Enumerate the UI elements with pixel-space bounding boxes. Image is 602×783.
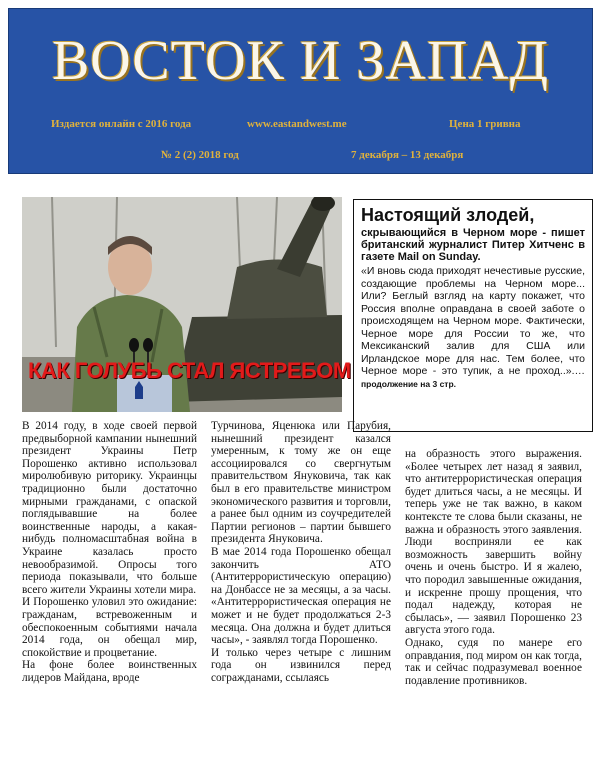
paragraph: В 2014 году, в ходе своей первой предвыборной кампании нынешний президент Украины Петр Порошенко активно использовал миролюбивую риторику. Украинцы традиционно были достаточно мирными гражданами, с опаской поглядывавшие на более воинственные народы, а какая-нибудь полномасштабная война в Украине казалась просто невообразимой. Опросы того периода показывали, что больше всего жители Украины хотели мира. <box>22 420 197 596</box>
article-column-3 <box>405 448 582 687</box>
newspaper-title: ВОСТОК И ЗАПАД <box>51 30 550 92</box>
sidebar-body-text: «И вновь сюда приходят нечестивые русские, создающие проблемы на Черном море... Или? Беглый взгляд на карту покажет, что Россия вполне оправдана в своей заботе о происходящем на Черном море. Фактически, Черное море для России то же, что Мексиканский залив для США или Ирландское море для нас. Тем более, что Черное море - это тупик, а не проход..».… <box>361 265 585 377</box>
paragraph: На фоне более воинственных лидеров Майдана, вроде <box>22 659 197 684</box>
continued-note[interactable]: продолжение на 3 стр. <box>361 378 457 389</box>
masthead <box>8 8 593 174</box>
published-since: Издается онлайн с 2016 года <box>51 118 192 130</box>
sidebar-body <box>361 265 585 390</box>
issue-dates: 7 декабря – 13 декабря <box>351 149 464 161</box>
issue-number: № 2 (2) 2018 год <box>161 149 239 161</box>
sidebar-subtitle: скрывающийся в Черном море - пишет британский журналист Питер Хитченс в газете Mail on Sunday. <box>361 227 585 263</box>
paragraph: Однако, судя по манере его оправдания, под миром он как тогда, так и сейчас подразумевал военное подавление противников. <box>405 636 582 687</box>
sidebar-article <box>353 199 593 432</box>
article-column-1 <box>22 420 197 684</box>
photo-headline: КАК ГОЛУБЬ СТАЛ ЯСТРЕБОМ <box>28 358 351 383</box>
paragraph: В мае 2014 года Порошенко обещал закончить АТО (Антитеррористическую операцию) на Донбассе не за месяцы, а за часы. «Антитеррористическая операция не может и не будет продолжаться 2-3 месяца. Она должна и будет длиться часы», - заявлял тогда Порошенко. <box>211 545 391 647</box>
website-link[interactable]: www.eastandwest.me <box>247 118 347 130</box>
paragraph: И только через четыре с лишним года он извинился перед согражданами, ссылаясь <box>211 646 391 684</box>
paragraph: Турчинова, Яценюка или Парубия, нынешний президент казался умеренным, к тому же он еще ассоциировался со свергнутым правительством Януковича, так как был в его правительстве министром экономического развития и торговли, а ранее был одним из соучредителей Партии регионов – партии бывшего президента Януковича. <box>211 420 391 546</box>
paragraph: на образность этого выражения. «Более четырех лет назад я заявил, что антитеррористическая операция будет длиться часы, а не месяцы. И теперь уже не так важно, в каком контексте те слова были сказаны, не важна и образность этого заявления. Люди восприняли ее как возможность завершить войну очень и очень быстро. И я жалею, что породил завышенные ожидания, и искренне прошу прощения, что подал надежду, которая не сбылась», — заявил Порошенко 23 августа этого года. <box>405 448 582 637</box>
price: Цена 1 гривна <box>449 118 521 130</box>
article-column-2 <box>211 420 391 684</box>
sidebar-title: Настоящий злодей, <box>361 205 535 225</box>
paragraph: И Порошенко уловил это ожидание: гражданам, встревоженным и обеспокоенным событиями начала 2014 года, он обещал мир, спокойствие и процветание. <box>22 596 197 659</box>
